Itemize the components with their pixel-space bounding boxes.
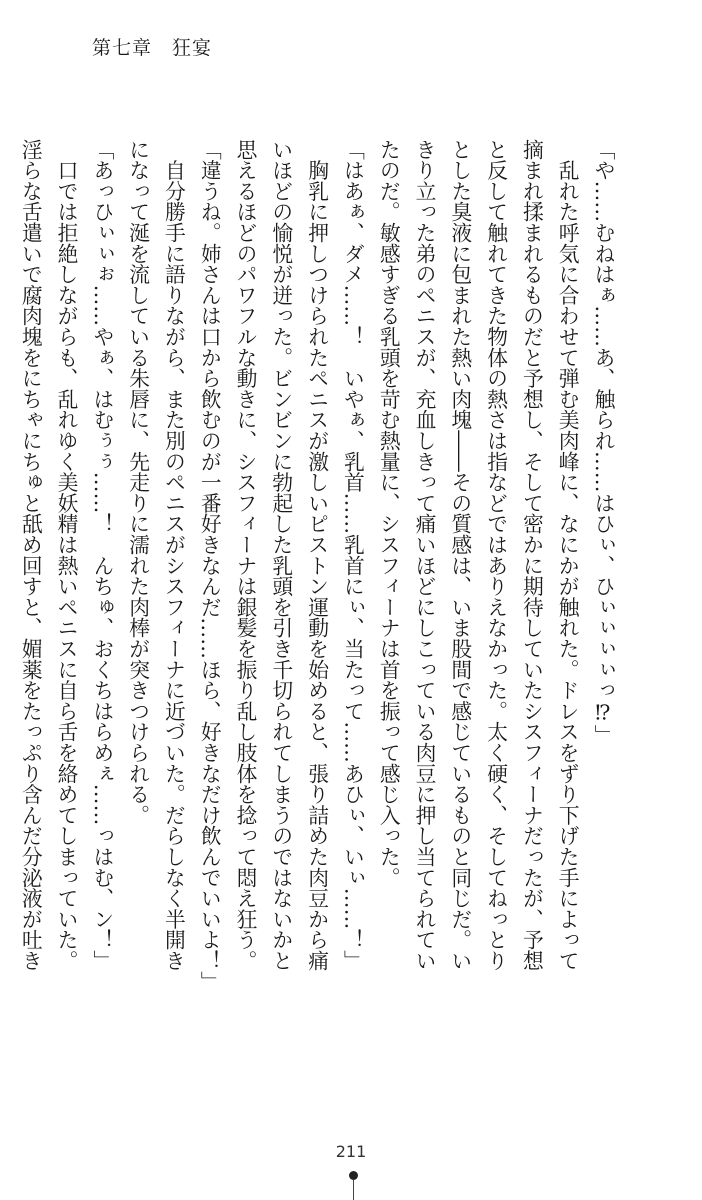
text-line: 胸乳に押しつけられたペニスが激しいピストン運動を始めると、張り詰めた肉豆から痛: [304, 139, 329, 971]
text-line: 「違うね。姉さんは口から飲むのが一番好きなんだ……ほら、好きなだけ飲んでいいよ！」: [197, 139, 222, 992]
text-line: 乱れた呼気に合わせて弾む美肉峰に、なにかが触れた。ドレスをずり下げた手によって: [555, 139, 580, 971]
text-line: 淫らな舌遣いで腐肉塊をにちゃにちゅと舐め回すと、媚薬をたっぷり含んだ分泌液が吐き: [18, 139, 43, 971]
page-number: 211: [335, 1142, 367, 1161]
body-text: [18, 139, 620, 992]
text-line: と反して触れてきた物体の熱さは指などではありえなかった。太く硬く、そしてねっとり: [483, 139, 508, 971]
text-line: とした臭液に包まれた熱い肉塊――その質感は、いま股間で感じているものと同じだ。い: [447, 139, 472, 971]
page-marker-dot: [349, 1171, 358, 1180]
text-line: いほどの愉悦が迸った。ビンビンに勃起した乳頭を引き千切られてしまうのではないかと: [268, 139, 293, 971]
chapter-header: 第七章 狂宴: [92, 37, 213, 59]
text-line: きり立った弟のペニスが、充血しきって痛いほどにしこっている肉豆に押し当てられてい: [412, 139, 437, 971]
text-line: 「や……むねはぁ……あ、触られ……はひぃ、ひぃぃぃぃっ⁉」: [591, 139, 615, 746]
text-line: 摘まれ揉まれるものだと予想し、そして密かに期待していたシスフィーナだったが、予想: [519, 139, 544, 971]
text-line: 口では拒絶しながらも、乱れゆく美妖精は熱いペニスに自ら舌を絡めてしまっていた。: [54, 139, 79, 971]
text-line: 「あっひぃぃぉ……やぁ、はむぅぅ……！ んちゅ、おくちはらめぇ……っはむ、ン！」: [89, 139, 114, 971]
text-line: 思えるほどのパワフルな動きに、シスフィーナは銀髪を振り乱し肢体を捻って悶え狂う。: [233, 139, 258, 971]
page-marker-line: [353, 1180, 354, 1200]
text-line: 「はあぁ、ダメ……！ いやぁ、乳首……乳首にぃ、当たって……あひぃ、いぃ……！」: [340, 139, 365, 971]
text-line: たのだ。敏感すぎる乳頭を苛む熱量に、シスフィーナは首を振って感じ入った。: [376, 139, 401, 888]
text-line: 自分勝手に語りながら、また別のペニスがシスフィーナに近づいた。だらしなく半開き: [161, 139, 186, 971]
text-line: になって涎を流している朱唇に、先走りに濡れた肉棒が突きつけられる。: [125, 139, 150, 826]
